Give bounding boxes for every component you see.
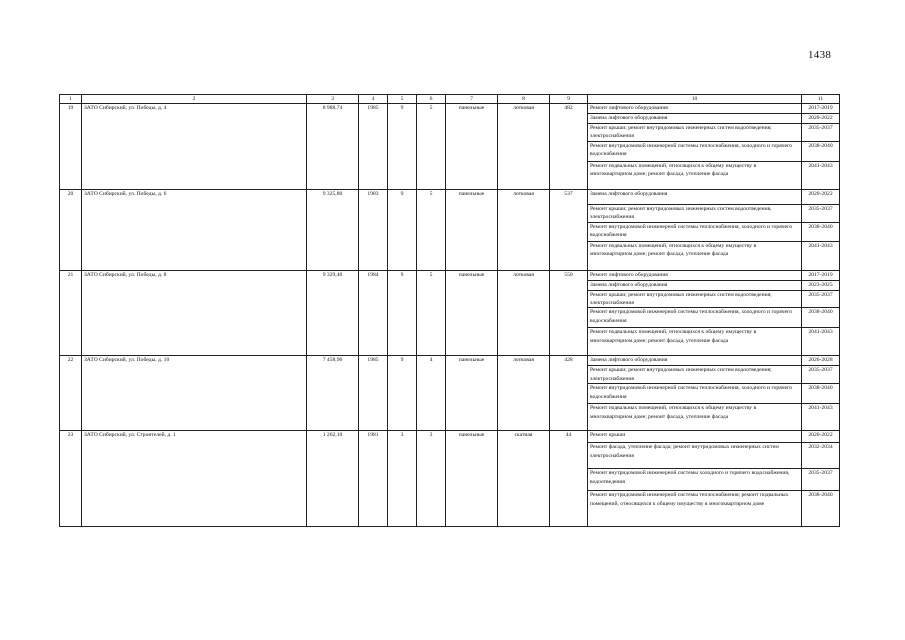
apartments-cell: 44: [550, 431, 588, 527]
work-type-cell: Ремонт крыши: [588, 431, 802, 443]
column-header: 7: [446, 95, 498, 104]
area-cell: 1 262,10: [307, 431, 359, 527]
area-cell: 8 988,74: [307, 104, 359, 190]
table-row: [60, 270, 840, 280]
period-cell: 2035-2037: [802, 366, 840, 384]
row-number: 19: [60, 104, 82, 190]
roof-type-cell: лотковая: [498, 189, 550, 270]
area-cell: 7 458,96: [307, 356, 359, 431]
work-type-cell: Ремонт лифтового оборудования: [588, 270, 802, 280]
entrances-cell: 5: [417, 189, 446, 270]
work-type-cell: Замена лифтового оборудования: [588, 114, 802, 124]
roof-type-cell: лотковая: [498, 104, 550, 190]
row-number: 21: [60, 270, 82, 356]
column-header: 9: [550, 95, 588, 104]
apartments-cell: 537: [550, 189, 588, 270]
table-row: [60, 189, 840, 204]
row-number: 20: [60, 189, 82, 270]
apartments-cell: 428: [550, 356, 588, 431]
floors-cell: 9: [388, 270, 417, 356]
work-type-cell: Замена лифтового оборудования: [588, 280, 802, 290]
period-cell: 2020-2022: [802, 431, 840, 443]
year-built-cell: 1981: [359, 431, 388, 527]
period-cell: 2041-2043: [802, 328, 840, 356]
period-cell: 2041-2043: [802, 241, 840, 270]
work-type-cell: Ремонт внутридомовой инженерной системы теплоснабжения, холодного и горячего водоснабжения: [588, 141, 802, 161]
entrances-cell: 5: [417, 104, 446, 190]
period-cell: 2017-2019: [802, 104, 840, 114]
period-cell: 2017-2019: [802, 270, 840, 280]
roof-type-cell: скатная: [498, 431, 550, 527]
apartments-cell: 550: [550, 270, 588, 356]
work-type-cell: Ремонт лифтового оборудования: [588, 104, 802, 114]
entrances-cell: 5: [417, 270, 446, 356]
column-header: 5: [388, 95, 417, 104]
row-number: 22: [60, 356, 82, 431]
address-cell: ЗАТО Сибирский, ул. Победы, д. 8: [82, 270, 307, 356]
work-type-cell: Ремонт внутридомовой инженерной системы теплоснабжения, холодного и горячего водоснабжения: [588, 308, 802, 328]
period-cell: 2020-2022: [802, 189, 840, 204]
column-header: 3: [307, 95, 359, 104]
work-type-cell: Ремонт подвальных помещений, относящихся к общему имуществу в многоквартирном доме; ремонт фасада, утепление фасада: [588, 161, 802, 189]
floors-cell: 3: [388, 431, 417, 527]
work-type-cell: Ремонт подвальных помещений, относящихся к общему имуществу в многоквартирном доме; ремонт фасада, утепление фасада: [588, 241, 802, 270]
period-cell: 2020-2022: [802, 114, 840, 124]
period-cell: 2038-2040: [802, 222, 840, 241]
wall-material-cell: панельные: [446, 270, 498, 356]
period-cell: 2038-2040: [802, 384, 840, 404]
table-row: [60, 431, 840, 443]
address-cell: ЗАТО Сибирский, ул. Строителей, д. 1: [82, 431, 307, 527]
wall-material-cell: панельные: [446, 189, 498, 270]
year-built-cell: 1984: [359, 270, 388, 356]
entrances-cell: 3: [417, 431, 446, 527]
column-header: 10: [588, 95, 802, 104]
column-header: 4: [359, 95, 388, 104]
work-type-cell: Ремонт крыши; ремонт внутридомовых инженерных систем водоотведения; электроснабжения: [588, 290, 802, 308]
table-header: [60, 95, 840, 104]
work-type-cell: Ремонт внутридомовой инженерной системы холодного и горячего водоснабжения, водоотведения: [588, 469, 802, 491]
column-header: 8: [498, 95, 550, 104]
wall-material-cell: панельные: [446, 431, 498, 527]
table-row: [60, 104, 840, 114]
page-number: 1438: [808, 49, 832, 61]
address-cell: ЗАТО Сибирский, ул. Победы, д. 10: [82, 356, 307, 431]
column-header: 11: [802, 95, 840, 104]
column-header: 1: [60, 95, 82, 104]
work-type-cell: Ремонт внутридомовой инженерной системы теплоснабжения, холодного и горячего водоснабжения: [588, 384, 802, 404]
work-type-cell: Ремонт подвальных помещений, относящихся к общему имуществу в многоквартирном доме; ремонт фасада, утепление фасада: [588, 404, 802, 431]
work-type-cell: Ремонт крыши; ремонт внутридомовых инженерных систем водоотведения; электроснабжения: [588, 124, 802, 142]
period-cell: 2041-2043: [802, 161, 840, 189]
period-cell: 2041-2043: [802, 404, 840, 431]
roof-type-cell: лотковая: [498, 270, 550, 356]
period-cell: 2026-2028: [802, 356, 840, 366]
area-cell: 9 329,40: [307, 270, 359, 356]
housing-repair-table: [59, 94, 840, 527]
period-cell: 2038-2040: [802, 141, 840, 161]
wall-material-cell: панельные: [446, 356, 498, 431]
address-cell: ЗАТО Сибирский, ул. Победы, д. 4: [82, 104, 307, 190]
period-cell: 2038-2040: [802, 308, 840, 328]
area-cell: 9 325,80: [307, 189, 359, 270]
floors-cell: 9: [388, 356, 417, 431]
period-cell: 2035-2037: [802, 204, 840, 222]
work-type-cell: Ремонт фасада, утепление фасада; ремонт внутридомовых инженерных систем электроснабжения: [588, 443, 802, 469]
work-type-cell: Ремонт внутридомовой инженерной системы теплоснабжения, холодного и горячего водоснабжения: [588, 222, 802, 241]
period-cell: 2032-2034: [802, 443, 840, 469]
table-row: [60, 356, 840, 366]
period-cell: 2035-2037: [802, 290, 840, 308]
floors-cell: 9: [388, 104, 417, 190]
work-type-cell: Замена лифтового оборудования: [588, 189, 802, 204]
entrances-cell: 4: [417, 356, 446, 431]
year-built-cell: 1985: [359, 104, 388, 190]
roof-type-cell: лотковая: [498, 356, 550, 431]
column-header: 6: [417, 95, 446, 104]
period-cell: 2023-2025: [802, 280, 840, 290]
floors-cell: 9: [388, 189, 417, 270]
table-body: [60, 104, 840, 527]
apartments-cell: 482: [550, 104, 588, 190]
year-built-cell: 1985: [359, 356, 388, 431]
address-cell: ЗАТО Сибирский, ул. Победы, д. 6: [82, 189, 307, 270]
work-type-cell: Замена лифтового оборудования: [588, 356, 802, 366]
year-built-cell: 1983: [359, 189, 388, 270]
work-type-cell: Ремонт крыши; ремонт внутридомовых инженерных систем водоотведения; электроснабжения: [588, 366, 802, 384]
row-number: 23: [60, 431, 82, 527]
column-header: 2: [82, 95, 307, 104]
period-cell: 2035-2037: [802, 469, 840, 491]
wall-material-cell: панельные: [446, 104, 498, 190]
period-cell: 2038-2040: [802, 491, 840, 527]
work-type-cell: Ремонт внутридомовой инженерной системы теплоснабжения; ремонт подвальных помещений, относящихся к общему имуществу в многоквартирном доме: [588, 491, 802, 527]
period-cell: 2035-2037: [802, 124, 840, 142]
work-type-cell: Ремонт подвальных помещений, относящихся к общему имуществу в многоквартирном доме; ремонт фасада, утепление фасада: [588, 328, 802, 356]
work-type-cell: Ремонт крыши; ремонт внутридомовых инженерных систем водоотведения, электроснабжения: [588, 204, 802, 222]
